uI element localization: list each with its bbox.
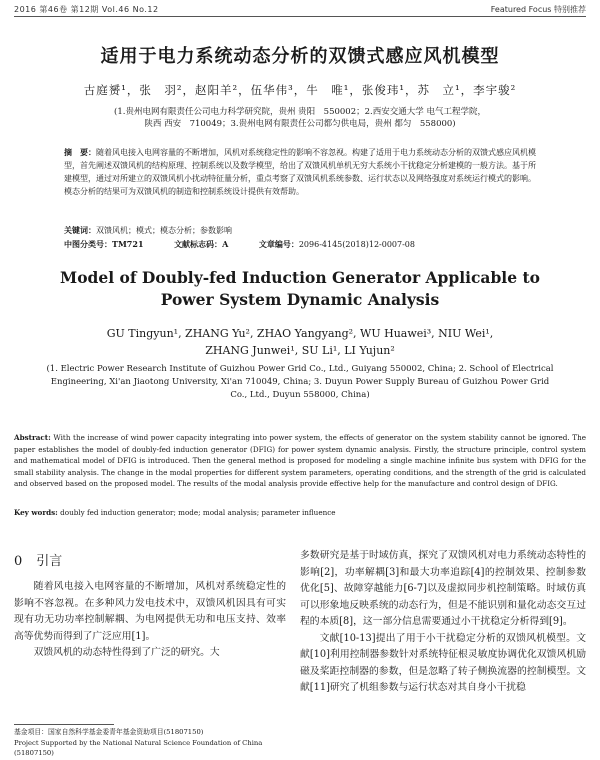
footnote-fund-en: Project Supported by the National Natural Science Foundation of China (51807150) xyxy=(14,738,263,757)
body-paragraph: 文献[10-13]提出了用于小干扰稳定分析的双馈风机模型。文献[10]利用控制器参数针对系统特征根灵敏度协调优化双馈风机励磁及桨距控制器的参数，但是忽略了转子侧换流器的控制模型。文献[11]研究了机组参数与运行状态对其自身小干扰稳 xyxy=(300,632,586,693)
footnote-rule xyxy=(14,724,114,725)
footnote-fund-cn: 基金项目：国家自然科学基金委青年基金资助项目(51807150) xyxy=(14,728,204,736)
journal-issue-info: 2016 第46卷 第12期 Vol.46 No.12 xyxy=(14,5,159,14)
section-title: 引言 xyxy=(36,554,63,569)
body-paragraph: 多数研究是基于时域仿真，探究了双馈风机对电力系统动态特性的影响[2]，功率解耦[3]和最大功率追踪[4]的控制效果、控制参数优化[5]、故障穿越能力[6-7]以及虚拟同步机控制策略。时域仿真可以形象地反映系统的动态行为，但是不能识别和量化动态交互过程的本质[8]，这一部分信息需要通过小干扰稳定分析得到[9]。 xyxy=(300,550,586,627)
abstract-en-label: Abstract: xyxy=(14,433,51,442)
abstract-cn xyxy=(64,146,536,198)
keywords-cn xyxy=(64,225,536,236)
body-paragraph: 双馈风机的动态特性得到了广泛的研究。大 xyxy=(33,647,220,658)
affiliations-cn xyxy=(60,106,540,130)
authors-en-line-2: ZHANG Junwei¹, SU Li¹, LI Yujun² xyxy=(205,344,395,357)
keywords-en-text: doubly fed induction generator; mode; modal analysis; parameter influence xyxy=(60,508,336,517)
abstract-cn-label: 摘 要： xyxy=(64,147,96,157)
authors-en xyxy=(40,325,560,359)
paper-title-en: Model of Doubly-fed Induction Generator Applicable to Power System Dynamic Analysis xyxy=(60,268,540,309)
affiliation-cn-line-1: (1.贵州电网有限责任公司电力科学研究院，贵州 贵阳 550002；2.西安交通大学 电气工程学院， xyxy=(114,107,486,117)
section-number: 0 xyxy=(14,554,23,569)
body-right-column xyxy=(300,548,586,697)
affiliation-cn-line-2: 陕西 西安 710049；3.贵州电网有限责任公司都匀供电局，贵州 都匀 558000) xyxy=(144,119,456,129)
abstract-en-text: With the increase of wind power capacity integrating into power system, the effects of generator on the system stability cannot be ignored. The paper establishes the model of doubly-fed induction generator (DFIG) for power system dynamic analysis. Firstly, the structure principle, control system and mathematical model of DFIG is introduced. Then the general method is proposed for modeling a single machine infinite bus system with DFIG for the small stability analysis. The change in the modal properties for different system parameters, operating conditions, and the strength of the grid is calculated and observed based on the proposed model. The results of the modal analysis provide effective help for the manufacture and control design of DFIG. xyxy=(14,433,586,488)
abstract-cn-text: 随着风电接入电网容量的不断增加，风机对系统稳定性的影响不容忽视。构建了适用于电力系统动态分析的双馈式感应风机模型，首先阐述双馈风机的结构原理、控制系统以及数学模型，给出了双馈风机单机无穷大系统小干扰稳定分析建模的一般方法。基于所建模型，通过对所建立的双馈风机小扰动特征量分析，重点考察了双馈风机系统参数、运行状态以及网络强度对系统运行模式的影响。模态分析的结果可为双馈风机的制造和控制系统设计提供有效帮助。 xyxy=(64,148,536,196)
keywords-cn-label: 关键词： xyxy=(64,225,96,235)
header-rule xyxy=(14,16,586,17)
article-number: 文章编号：2096-4145(2018)12-0007-08 xyxy=(258,239,415,249)
keywords-cn-text: 双馈风机；模式；模态分析；参数影响 xyxy=(96,226,232,235)
clc-number: 中图分类号：TM721 xyxy=(64,239,144,249)
paper-title-cn: 适用于电力系统动态分析的双馈式感应风机模型 xyxy=(100,46,500,67)
affiliations-en: (1. Electric Power Research Institute of Guizhou Power Grid Co., Ltd., Guiyang 550002, China; 2. School of Electrical Engineering, Xi'an Jiaotong University, Xi'an 710049, China; 3. Duyun Power Supply Bureau of Guizhou Power Grid Co., Ltd., Duyun 558000, China) xyxy=(46,364,554,400)
authors-cn: 古庭赟¹，张 羽²，赵阳羊²，伍华伟³，牛 唯¹，张俊玮¹，苏 立¹，李宇骏² xyxy=(83,83,517,97)
keywords-en-label: Key words: xyxy=(14,508,58,517)
journal-column-tag: Featured Focus 特别推荐 xyxy=(490,5,586,14)
authors-en-line-1: GU Tingyun¹, ZHANG Yu², ZHAO Yangyang², WU Huawei³, NIU Wei¹, xyxy=(106,327,494,340)
section-heading xyxy=(14,550,286,569)
body-paragraph: 随着风电接入电网容量的不断增加，风机对系统稳定性的影响不容忽视。在多种风力发电技术中，双馈风机因具有可实现有功无功功率控制解耦、为电网提供无功和电压支持、效率高等优势而得到了广泛应用[1]。 xyxy=(14,581,286,642)
journal-header xyxy=(14,2,586,16)
keywords-en xyxy=(14,508,586,517)
abstract-en xyxy=(14,432,586,490)
document-code: 文献标志码：A xyxy=(174,239,229,249)
body-left-column xyxy=(14,550,286,662)
footnotes xyxy=(14,727,286,759)
classification-line xyxy=(64,239,536,250)
